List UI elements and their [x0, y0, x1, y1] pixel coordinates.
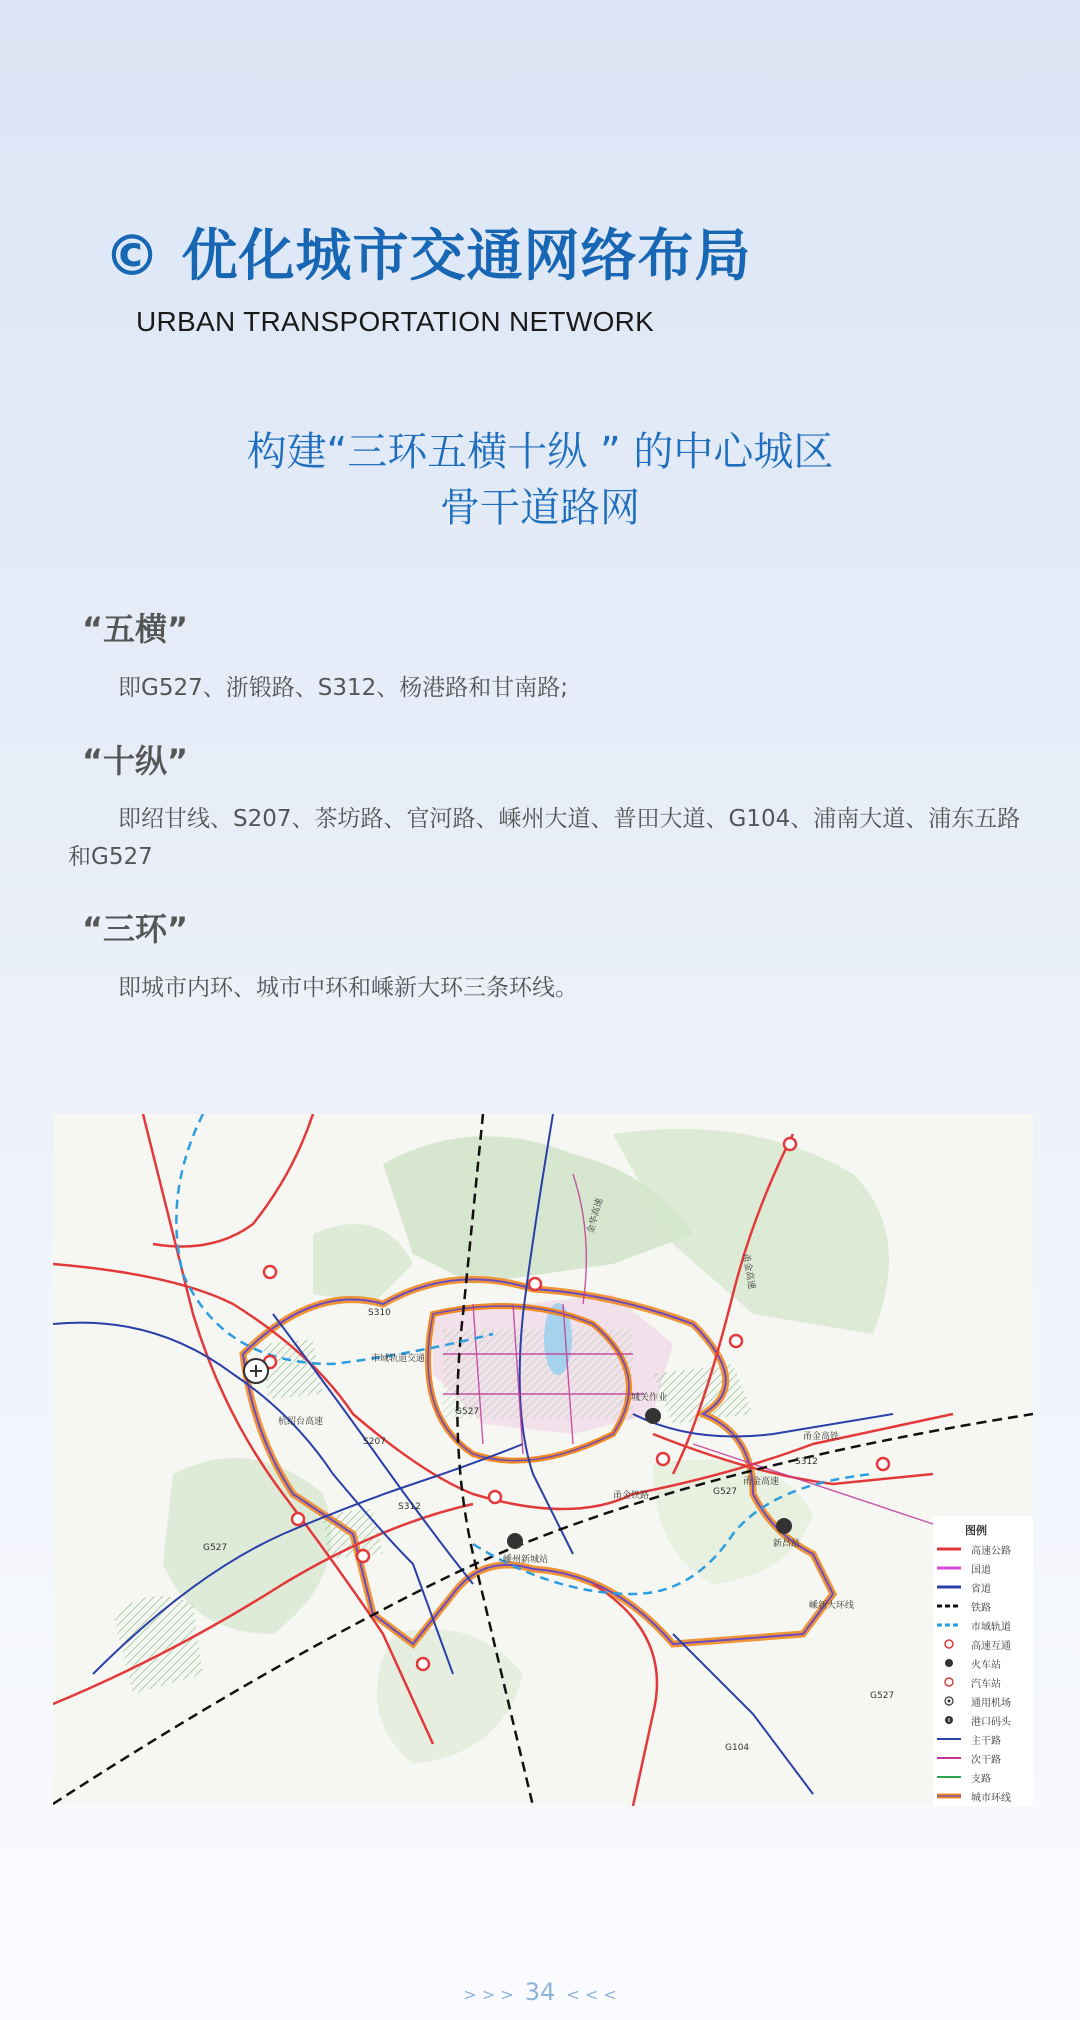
main-road-line-icon — [937, 1734, 961, 1744]
headline-line-1: 构建“三环五横十纵 ” 的中心城区 — [246, 429, 834, 475]
legend-label: 火车站 — [971, 1660, 1001, 1671]
legend-item-port — [937, 1711, 1033, 1730]
legend-item-branch-road — [937, 1768, 1033, 1787]
ring-road-line-icon — [937, 1791, 961, 1801]
label-shengzhou-station: 嵊州新城站 — [503, 1555, 549, 1565]
legend-label: 主干路 — [971, 1736, 1001, 1747]
label-jinhua-exp: 金华高速 — [586, 1197, 606, 1235]
legend-item-secondary-road — [937, 1749, 1033, 1768]
section-text-wuheng: 即G527、浙锻路、S312、杨港路和甘南路; — [118, 675, 568, 701]
legend-label: 高速互通 — [971, 1641, 1011, 1652]
label-g527-se: G527 — [870, 1691, 895, 1701]
label-rail-transit: 市域轨道交通 — [371, 1354, 426, 1364]
legend-title: 图例 — [965, 1524, 987, 1537]
legend-item-ring-road — [937, 1787, 1033, 1806]
highway-line-icon — [937, 1544, 961, 1554]
legend-item-interchange — [937, 1635, 1033, 1654]
pager-left-arrows: > > > — [463, 1985, 514, 2004]
legend-label: 铁路 — [971, 1603, 991, 1614]
legend-label: 港口码头 — [971, 1717, 1011, 1728]
legend-label: 汽车站 — [971, 1679, 1001, 1690]
legend-label: 省道 — [971, 1584, 991, 1595]
railway-dashed-icon — [937, 1601, 961, 1611]
label-s207: S207 — [363, 1437, 386, 1447]
label-g527-center: G527 — [455, 1407, 480, 1417]
label-hangshao-exp: 杭绍台高速 — [278, 1417, 324, 1427]
page-title: © 优化城市交通网络布局 — [104, 224, 752, 289]
map-legend — [933, 1516, 1033, 1806]
legend-item-bus-station — [937, 1673, 1033, 1692]
legend-item-national-road — [937, 1559, 1033, 1578]
interchange-circle-icon — [937, 1639, 961, 1649]
page-indicator — [0, 1978, 1080, 2006]
label-city-operation: 城关作业 — [631, 1393, 668, 1403]
legend-item-highway — [937, 1540, 1033, 1559]
bus-station-icon — [937, 1677, 961, 1687]
port-icon — [937, 1715, 961, 1725]
legend-item-airport — [937, 1692, 1033, 1711]
label-g527-west: G527 — [203, 1543, 228, 1553]
legend-label: 市域轨道 — [971, 1622, 1011, 1633]
label-yongjin-rail-2: 甬金铁路 — [613, 1491, 650, 1501]
legend-label: 通用机场 — [971, 1698, 1011, 1709]
section-text-shizong: 即绍甘线、S207、茶坊路、官河路、嵊州大道、普田大道、G104、浦南大道、浦东五路和G527 — [68, 806, 1021, 870]
legend-item-provincial-road — [937, 1578, 1033, 1597]
legend-label: 城市环线 — [971, 1793, 1011, 1804]
legend-label: 国道 — [971, 1565, 991, 1576]
label-ring: 嵊新大环线 — [809, 1601, 855, 1611]
label-yongjin-exp-v: 甬金高速 — [740, 1252, 757, 1290]
airport-icon — [937, 1696, 961, 1706]
national-road-line-icon — [937, 1563, 961, 1573]
legend-item-railway — [937, 1597, 1033, 1616]
section-heading-sanhuan: “三环” — [82, 910, 189, 948]
label-yongjin-rail: 甬金高铁 — [803, 1432, 840, 1442]
headline — [0, 424, 1080, 536]
legend-label: 高速公路 — [971, 1546, 1011, 1557]
label-g104: G104 — [725, 1743, 750, 1753]
label-yongjin-exp: 甬金高速 — [743, 1477, 780, 1487]
legend-item-rail-transit — [937, 1616, 1033, 1635]
section-heading-wuheng: “五横” — [82, 610, 189, 648]
page-subtitle: URBAN TRANSPORTATION NETWORK — [136, 306, 655, 337]
provincial-road-line-icon — [937, 1582, 961, 1592]
train-station-icon — [937, 1658, 961, 1668]
section-heading-shizong: “十纵” — [82, 742, 189, 780]
legend-item-main-road — [937, 1730, 1033, 1749]
legend-label: 支路 — [971, 1774, 991, 1785]
pager-right-arrows: < < < — [566, 1985, 617, 2004]
map-canvas — [53, 1114, 1033, 1806]
secondary-road-line-icon — [937, 1753, 961, 1763]
legend-label: 次干路 — [971, 1755, 1001, 1766]
headline-line-2: 骨干道路网 — [440, 485, 640, 531]
label-s312-east: S312 — [795, 1457, 818, 1467]
section-text-sanhuan: 即城市内环、城市中环和嵊新大环三条环线。 — [118, 975, 578, 1001]
road-network-map — [53, 1114, 1033, 1806]
label-s312-left: S312 — [398, 1502, 421, 1512]
page-number: 34 — [524, 1978, 556, 2006]
label-s310: S310 — [368, 1308, 391, 1318]
rail-transit-dashed-icon — [937, 1620, 961, 1630]
branch-road-line-icon — [937, 1772, 961, 1782]
label-xinchang-station: 新昌站 — [773, 1539, 801, 1549]
label-g527-south: G527 — [713, 1487, 738, 1497]
legend-item-train-station — [937, 1654, 1033, 1673]
